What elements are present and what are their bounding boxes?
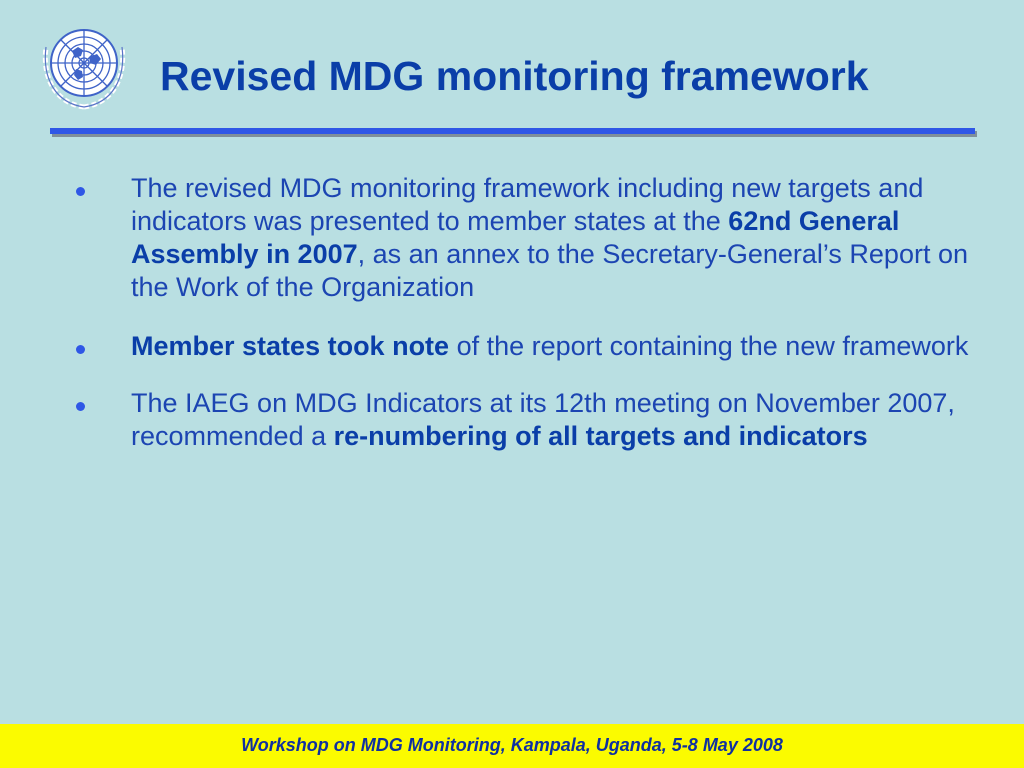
bullet-text: The revised MDG monitoring framework including new targets and indicators was presented to member states at the bbox=[131, 173, 924, 236]
footer-text: Workshop on MDG Monitoring, Kampala, Uganda, 5-8 May 2008 bbox=[241, 735, 783, 755]
bullet-dot-icon bbox=[76, 187, 85, 196]
footer-bar bbox=[0, 724, 1024, 768]
bullet-text: of the report containing the new framework bbox=[449, 331, 969, 361]
bullet-dot-icon bbox=[76, 345, 85, 354]
bullet-list bbox=[70, 172, 990, 479]
slide-title: Revised MDG monitoring framework bbox=[160, 53, 869, 99]
bullet-item bbox=[70, 387, 990, 453]
bullet-emphasis: 62nd General Assembly in 2007 bbox=[131, 206, 900, 269]
bullet-text: The IAEG on MDG Indicators at its 12th meeting on November 2007, recommended a bbox=[131, 388, 955, 451]
title-divider bbox=[50, 128, 975, 134]
bullet-emphasis: re-numbering of all targets and indicators bbox=[333, 421, 868, 451]
bullet-emphasis: Member states took note bbox=[131, 331, 450, 361]
bullet-dot-icon bbox=[76, 402, 85, 411]
bullet-item bbox=[70, 172, 990, 304]
un-emblem-icon bbox=[34, 17, 134, 117]
bullet-item bbox=[70, 330, 990, 363]
bullet-text: , as an annex to the Secretary-General’s Report on the Work of the Organization bbox=[131, 239, 968, 302]
